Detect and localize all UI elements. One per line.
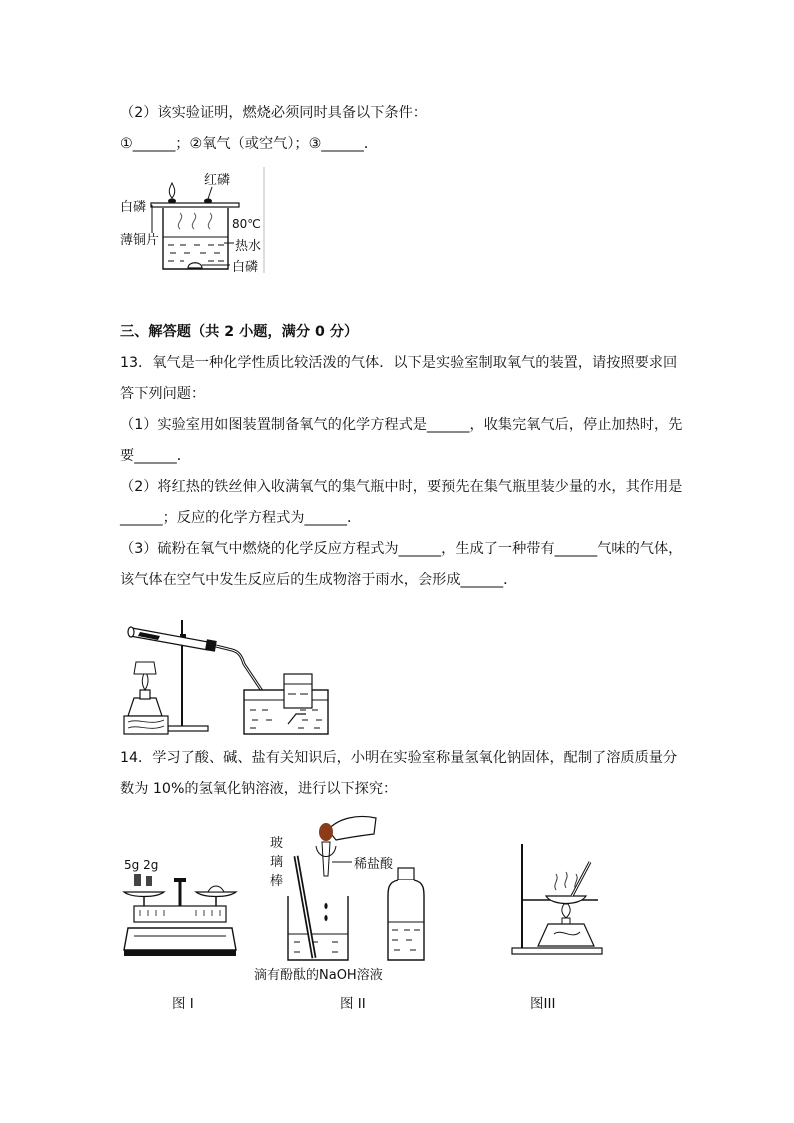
figure-3-caption: 图III xyxy=(530,996,556,1012)
hand-icon xyxy=(328,817,376,841)
temperature-label: 80℃ xyxy=(232,217,261,231)
glass-rod-label-char-3: 棒 xyxy=(270,874,284,889)
white-phosphorus-top-label: 白磷 xyxy=(120,200,147,215)
red-phosphorus-label: 红磷 xyxy=(204,173,231,188)
figure-2-neutralization xyxy=(254,810,434,983)
q13-part1-line2: 要______． xyxy=(120,448,191,464)
oxygen-apparatus-drawing xyxy=(120,618,332,736)
red-phosphorus-icon xyxy=(204,199,212,204)
balance-drawing xyxy=(120,858,240,958)
section-3-heading: 三、解答题（共 2 小题，满分 0 分） xyxy=(120,324,359,340)
q12-part2-text: （2）该实验证明，燃烧必须同时具备以下条件： xyxy=(120,105,427,121)
figure-2-caption: 图 II xyxy=(340,996,366,1012)
q12-conditions-text: ①______；②氧气（或空气）；③______． xyxy=(120,136,379,152)
naoh-solution-label: 滴有酚酞的NaOH溶液 xyxy=(254,968,383,983)
figure-3-heating xyxy=(502,840,606,958)
weights-label: 5g 2g xyxy=(124,858,159,872)
q14-line1: 14．学习了酸、碱、盐有关知识后，小明在实验室称量氢氧化钠固体，配制了溶质质量分 xyxy=(120,750,678,766)
hot-water-label: 热水 xyxy=(235,239,262,254)
glass-rod-label xyxy=(270,834,286,891)
q13-intro-line1: 13．氧气是一种化学性质比较活泼的气体．以下是实验室制取氧气的装置，请按照要求回 xyxy=(120,355,678,371)
heating-apparatus-drawing xyxy=(502,840,606,958)
q14-line2: 数为 10%的氢氧化钠溶液，进行以下探究： xyxy=(120,781,398,797)
q13-part1-line1: （1）实验室用如图装置制备氧气的化学方程式是______，收集完氧气后，停止加热时，先 xyxy=(120,417,683,433)
glass-rod-label-char-1: 玻 xyxy=(270,836,284,851)
q13-part3-line1: （3）硫粉在氧气中燃烧的化学反应方程式为______，生成了一种带有______气味的气体， xyxy=(120,541,683,557)
copper-sheet-label: 薄铜片 xyxy=(120,233,160,248)
white-phosphorus-icon xyxy=(168,199,176,204)
glass-rod-label-char-2: 璃 xyxy=(270,855,284,870)
combustion-experiment-figure xyxy=(118,165,268,275)
q13-part3-line2: 该气体在空气中发生反应后的生成物溶于雨水，会形成______． xyxy=(120,572,518,588)
q13-part2-line2: ______；反应的化学方程式为______． xyxy=(120,510,362,526)
dropper-bulb-icon xyxy=(319,823,333,841)
q13-part2-line1: （2）将红热的铁丝伸入收满氧气的集气瓶中时，要预先在集气瓶里装少量的水，其作用是 xyxy=(120,479,683,495)
dilute-hcl-label: 稀盐酸 xyxy=(354,857,394,872)
q13-intro-line2: 答下列问题： xyxy=(120,386,206,402)
figure-1-balance xyxy=(120,858,240,958)
white-phosphorus-bottom-label: 白磷 xyxy=(232,260,259,275)
oxygen-apparatus-figure xyxy=(120,618,332,736)
flame-icon xyxy=(169,183,174,198)
figure-1-caption: 图 I xyxy=(172,996,194,1012)
